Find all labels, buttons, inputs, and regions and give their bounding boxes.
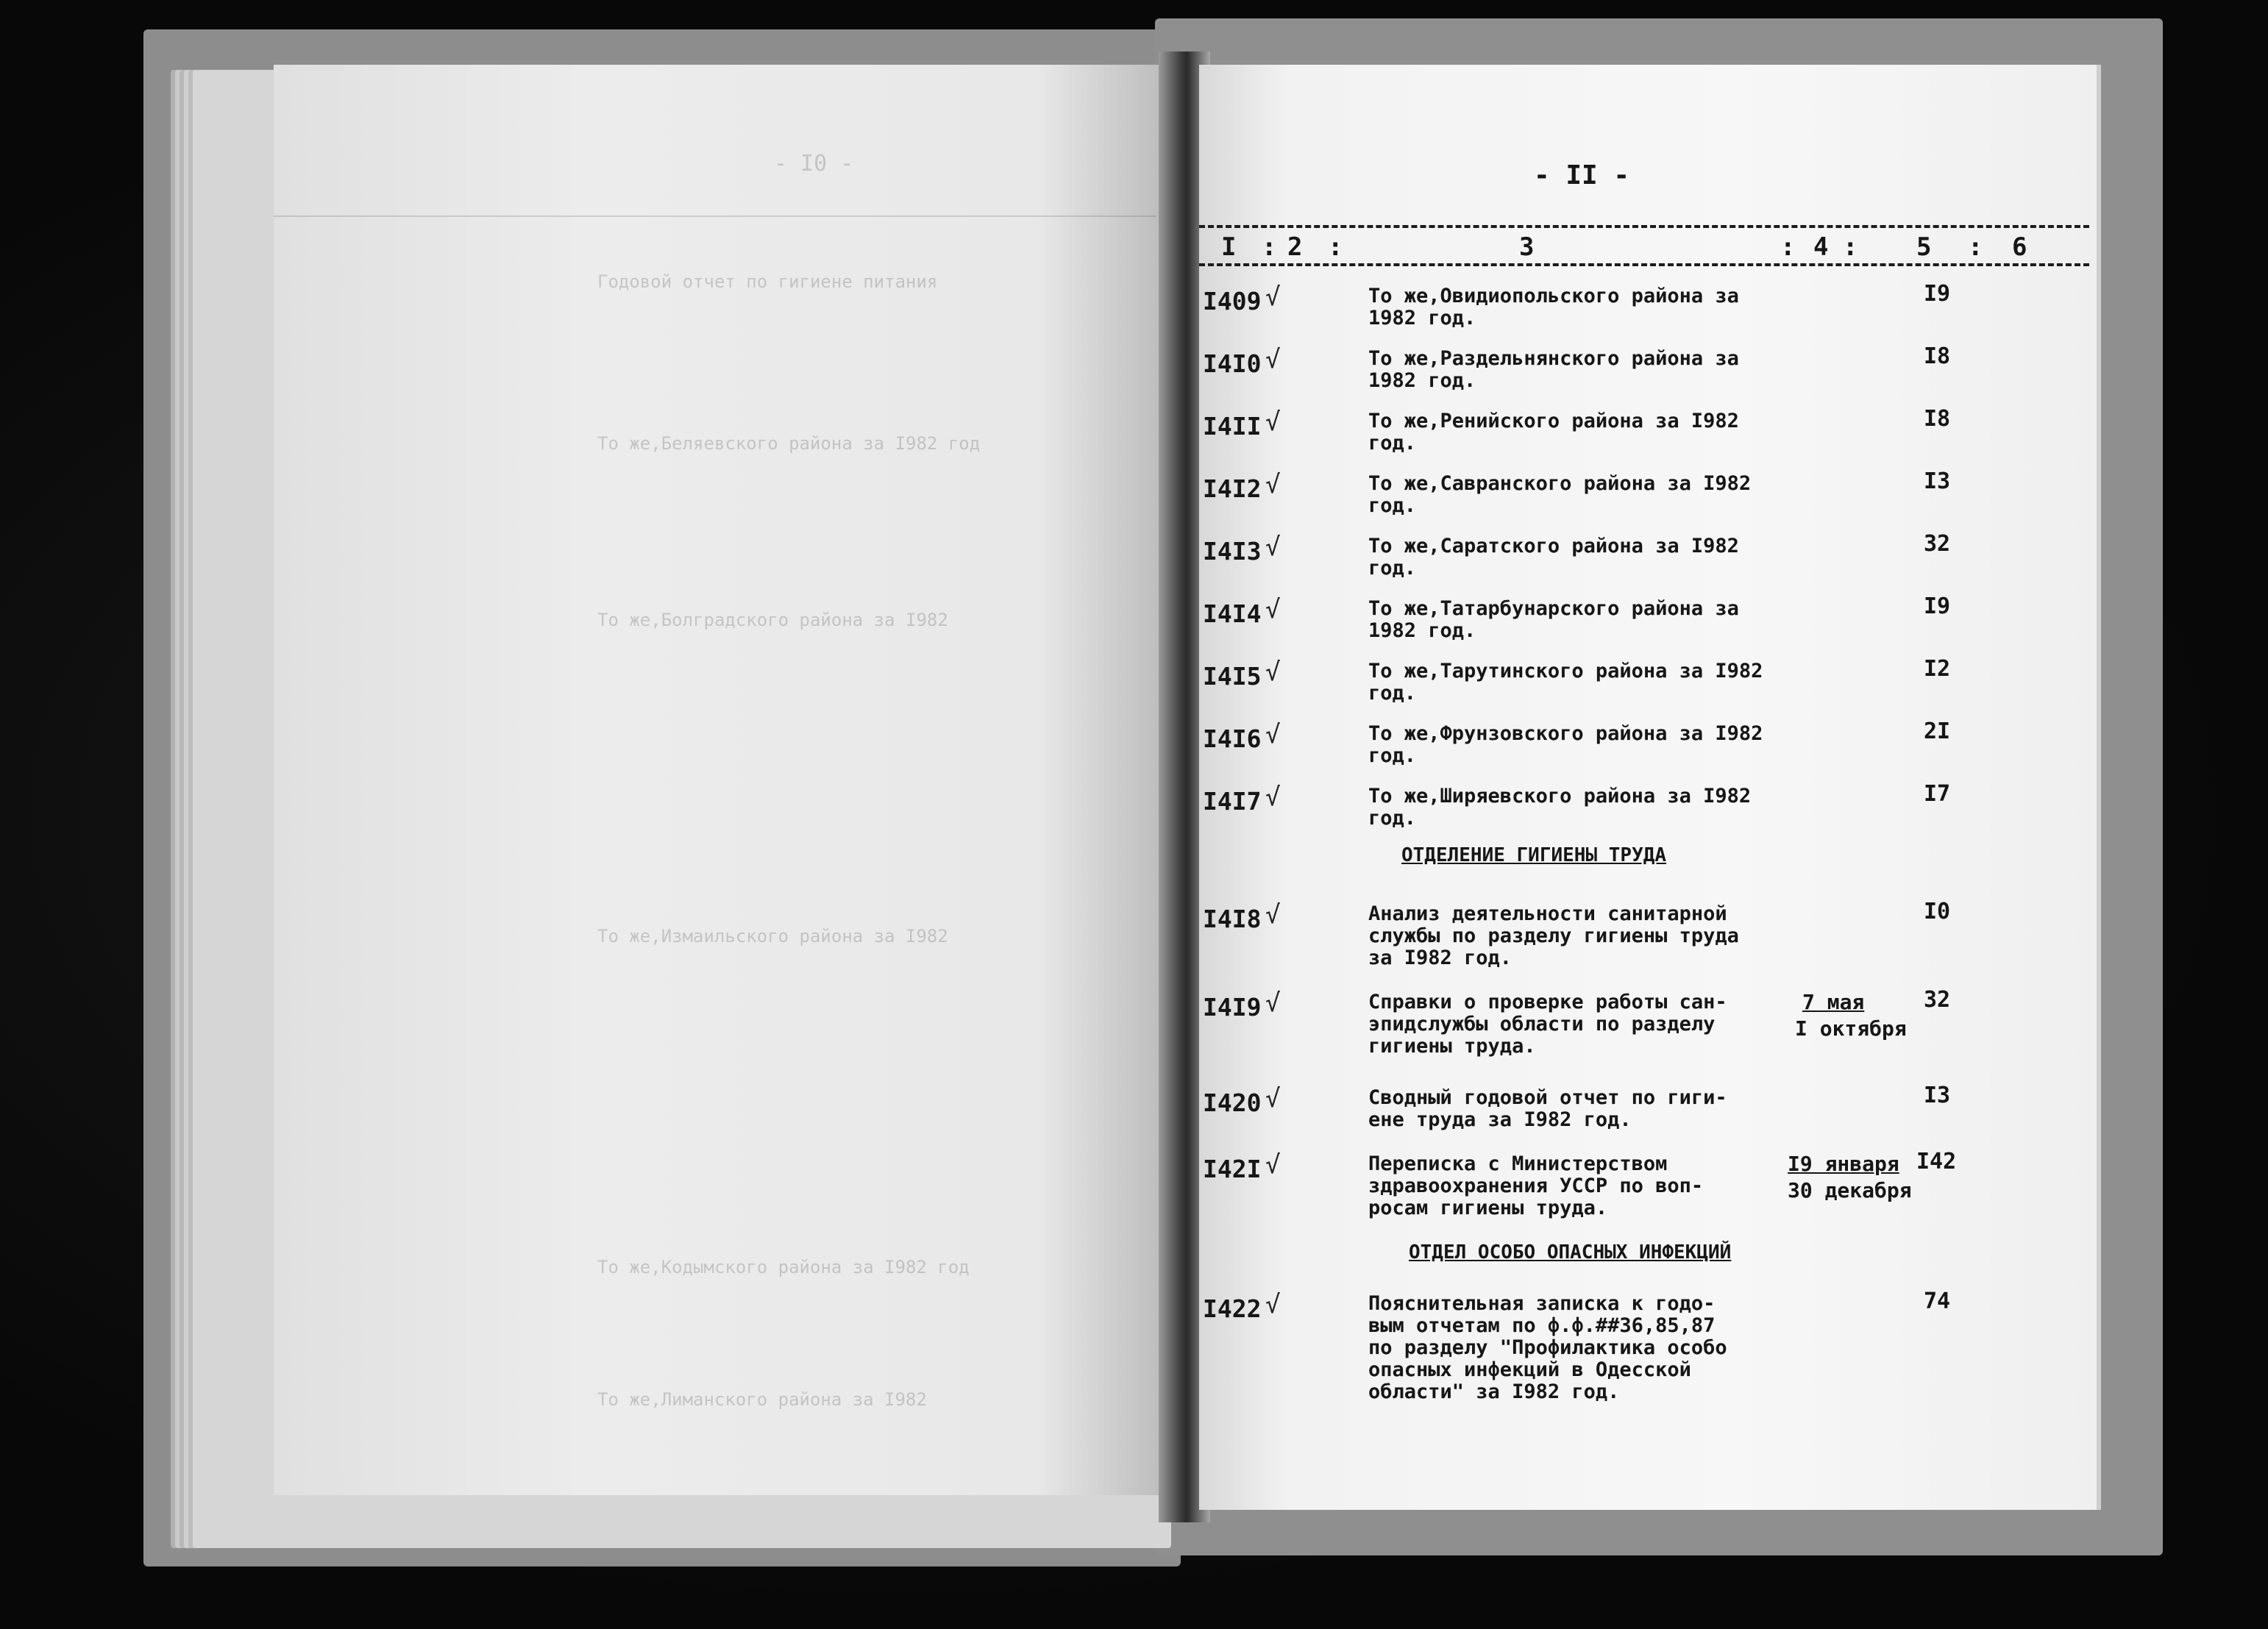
entry-description: Переписка с Министерством здравоохранения УССР по воп- росам гигиены труда. (1368, 1152, 1704, 1219)
entry-description: То же,Саратского района за I982 год. (1368, 535, 1739, 580)
column-header: : (1262, 232, 1277, 262)
entry-description: То же,Ширяевского района за I982 год. (1368, 785, 1752, 830)
column-header: 2 (1287, 232, 1303, 262)
entry-number: I4I7 (1203, 787, 1262, 816)
entry-number: I4I5 (1203, 662, 1262, 691)
checkmark-icon: √ (1265, 783, 1281, 812)
left-page-bleed-text: Годовой отчет по гигиене питания (597, 271, 938, 292)
entry-number: I4I6 (1203, 724, 1262, 753)
left-page (274, 65, 1173, 1495)
section-heading: ОТДЕЛЕНИЕ ГИГИЕНЫ ТРУДА (1401, 844, 1667, 866)
sheet-count: I9 (1924, 594, 1951, 619)
entry-description: Справки о проверке работы сан- эпидслужбы области по разделу гигиены труда. (1368, 991, 1727, 1058)
checkmark-icon: √ (1265, 345, 1281, 374)
sheet-count: I0 (1924, 899, 1951, 924)
entry-number: I4I8 (1203, 905, 1262, 933)
checkmark-icon: √ (1265, 595, 1281, 624)
end-date: I октября (1795, 1016, 1907, 1041)
right-page (1199, 65, 2101, 1510)
header-rule-top (1199, 225, 2089, 228)
sheet-count: I3 (1924, 1083, 1951, 1108)
sheet-count: 32 (1924, 987, 1951, 1013)
left-page-bleed-text: То же,Болградского района за I982 (597, 610, 948, 630)
column-header: : (1968, 232, 1983, 262)
entry-description: То же,Ренийского района за I982 год. (1368, 410, 1739, 455)
entry-description: Пояснительная записка к годо- вым отчетам по ф.ф.##36,85,87 по разделу "Профилактика особо опасных инфекций в Одесской области" за I982 год. (1368, 1292, 1727, 1403)
entry-number: I409 (1203, 287, 1262, 316)
left-page-bleed-text: То же,Измаильского района за I982 (597, 926, 948, 947)
column-header: : (1843, 232, 1858, 262)
sheet-count: 2I (1924, 719, 1951, 744)
column-header: : (1328, 232, 1343, 262)
checkmark-icon: √ (1265, 988, 1281, 1018)
entry-number: I4I2 (1203, 474, 1262, 503)
column-header: 4 (1813, 232, 1829, 262)
entry-number: I4I0 (1203, 349, 1262, 378)
checkmark-icon: √ (1265, 1084, 1281, 1113)
end-date: 30 декабря (1788, 1178, 1912, 1202)
entry-description: Сводный годовой отчет по гиги- ене труда за I982 год. (1368, 1086, 1727, 1131)
checkmark-icon: √ (1265, 1290, 1281, 1319)
entry-description: То же,Савранского района за I982 год. (1368, 472, 1752, 517)
column-header: I (1221, 232, 1237, 262)
entry-description: То же,Овидиопольского района за 1982 год. (1368, 285, 1739, 329)
column-header: 6 (2012, 232, 2027, 262)
entry-description: То же,Татарбунарского района за 1982 год. (1368, 597, 1739, 642)
left-page-bleed-text: То же,Кодымского района за I982 год (597, 1257, 970, 1277)
start-date: 7 мая (1802, 990, 1865, 1014)
sheet-count: I8 (1924, 406, 1951, 432)
column-header: 5 (1916, 232, 1932, 262)
start-date: I9 января (1788, 1152, 1899, 1176)
entry-number: I4II (1203, 412, 1262, 441)
checkmark-icon: √ (1265, 1150, 1281, 1180)
checkmark-icon: √ (1265, 532, 1281, 562)
sheet-count: 32 (1924, 531, 1951, 557)
entry-number: I42I (1203, 1155, 1262, 1183)
page-number: - II - (1534, 160, 1630, 190)
checkmark-icon: √ (1265, 282, 1281, 312)
entry-description: То же,Тарутинского района за I982 год. (1368, 660, 1763, 705)
sheet-count: I9 (1924, 281, 1951, 307)
entry-description: То же,Фрунзовского района за I982 год. (1368, 722, 1763, 767)
header-rule-bottom (1199, 263, 2089, 266)
left-page-bleed-number: - I0 - (774, 151, 854, 177)
sheet-count: I3 (1924, 468, 1951, 494)
section-heading: ОТДЕЛ ОСОБО ОПАСНЫХ ИНФЕКЦИЙ (1409, 1241, 1732, 1263)
left-page-ghost-rule (274, 215, 1156, 217)
checkmark-icon: √ (1265, 720, 1281, 749)
entry-number: I420 (1203, 1088, 1262, 1117)
sheet-count: I7 (1924, 781, 1951, 807)
sheet-count: I2 (1924, 656, 1951, 682)
entry-description: Анализ деятельности санитарной службы по разделу гигиены труда за I982 год. (1368, 902, 1739, 969)
checkmark-icon: √ (1265, 407, 1281, 437)
column-header: 3 (1519, 232, 1535, 262)
entry-number: I4I9 (1203, 993, 1262, 1022)
entry-description: То же,Раздельнянского района за 1982 год. (1368, 347, 1739, 392)
sheet-count: I8 (1924, 343, 1951, 369)
left-page-bleed-text: То же,Беляевского района за I982 год (597, 433, 981, 454)
checkmark-icon: √ (1265, 657, 1281, 687)
entry-number: I422 (1203, 1294, 1262, 1323)
sheet-count: I42 (1916, 1149, 1957, 1174)
checkmark-icon: √ (1265, 900, 1281, 930)
entry-number: I4I4 (1203, 599, 1262, 628)
checkmark-icon: √ (1265, 470, 1281, 499)
column-header: : (1780, 232, 1796, 262)
left-page-bleed-text: То же,Лиманского района за I982 (597, 1389, 927, 1410)
entry-number: I4I3 (1203, 537, 1262, 566)
sheet-count: 74 (1924, 1288, 1951, 1314)
